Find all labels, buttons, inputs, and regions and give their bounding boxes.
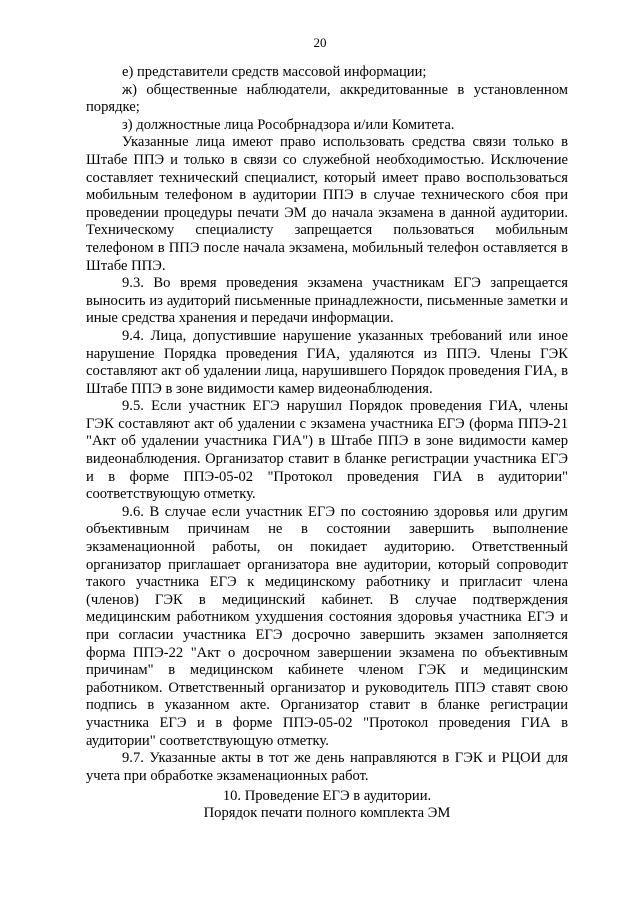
document-body [86,64,568,785]
paragraph-z: з) должностные лица Рособрнадзора и/или Комитета. [122,116,455,133]
paragraph-9-5: 9.5. Если участник ЕГЭ нарушил Порядок проведения ГИА, члены ГЭК составляют акт об удалении с экзамена участника ЕГЭ (форма ППЭ-21 "Акт об удалении участника ГИА") в Штабе ППЭ в зоне видимости камер видеонаблюдения. Организатор ставит в бланке регистрации участника ЕГЭ и в форме ППЭ-05-02 "Протокол проведения ГИА в аудитории" соответствующую отметку. [86,398,568,503]
paragraph-communication-rules: Указанные лица имеют право использовать средства связи только в Штабе ППЭ и только в связи со служебной необходимостью. Исключение составляет технический специалист, который имеет право воспользоваться мобильным телефоном в аудитории ППЭ в случае технического сбоя при проведении процедуры печати ЭМ до начала экзамена в данной аудитории. Техническому специалисту запрещается пользоваться мобильным телефоном в ППЭ после начала экзамена, мобильный телефон оставляется в Штабе ППЭ. [86,134,568,274]
paragraph-9-4: 9.4. Лица, допустившие нарушение указанных требований или иное нарушение Порядка проведения ГИА, удаляются из ППЭ. Члены ГЭК составляют акт об удалении лица, нарушившего Порядок проведения ГИА, в Штабе ППЭ в зоне видимости камер видеонаблюдения. [86,327,568,397]
page-number: 20 [313,35,327,50]
paragraph-zh: ж) общественные наблюдатели, аккредитованные в установленном порядке; [86,81,568,116]
section-subtitle: Порядок печати полного комплекта ЭМ [203,805,451,821]
paragraph-9-7: 9.7. Указанные акты в тот же день направляются в ГЭК и РЦОИ для учета при обработке экзаменационных работ. [86,750,568,784]
paragraph-e: е) представители средств массовой информации; [122,64,427,80]
section-heading [86,788,568,822]
section-title: 10. Проведение ЕГЭ в аудитории. [222,788,432,804]
paragraph-9-6: 9.6. В случае если участник ЕГЭ по состоянию здоровья или другим объективным причинам не в состоянии завершить выполнение экзаменационной работы, он покидает аудиторию. Ответственный организатор приглашает организатора вне аудитории, который сопроводит такого участника ЕГЭ к медицинскому работнику и пригласит члена (членов) ГЭК в медицинский кабинет. В случае подтверждения медицинским работником ухудшения состояния здоровья участника ЕГЭ и при согласии участника ЕГЭ досрочно завершить экзамен заполняется форма ППЭ-22 "Акт о досрочном завершении экзамена по объективным причинам" в медицинском кабинете членом ГЭК и медицинским работником. Ответственный организатор и руководитель ППЭ ставят свою подпись в указанном акте. Организатор ставит в бланке регистрации участника ЕГЭ и в форме ППЭ-05-02 "Протокол проведения ГИА в аудитории" соответствующую отметку. [86,503,568,749]
paragraph-9-3: 9.3. Во время проведения экзамена участникам ЕГЭ запрещается выносить из аудиторий письменные принадлежности, письменные заметки и иные средства хранения и передачи информации. [86,275,568,327]
